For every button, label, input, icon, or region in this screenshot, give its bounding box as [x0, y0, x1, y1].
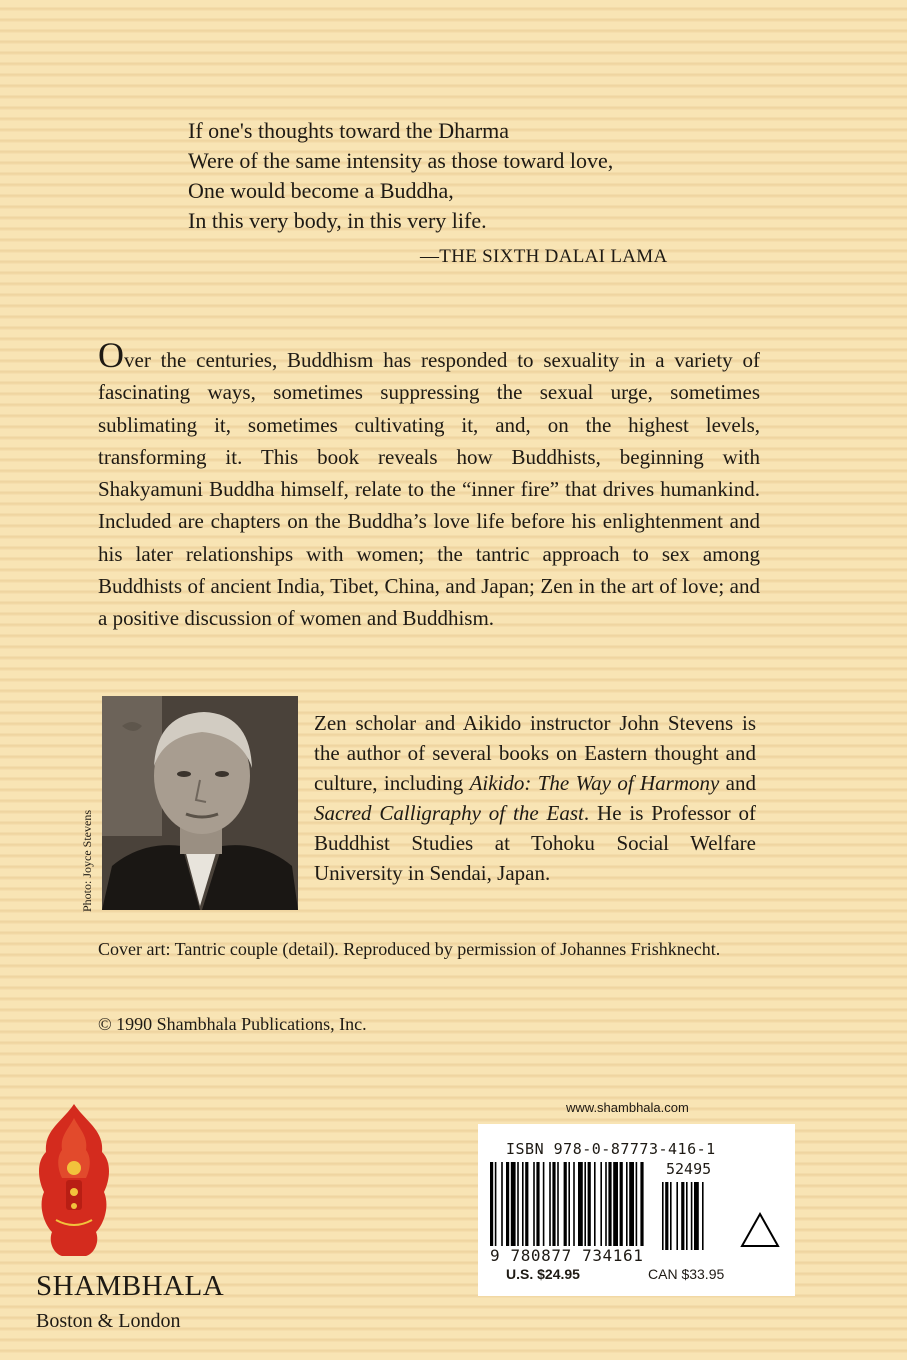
epigraph-line: One would become a Buddha, [188, 178, 454, 203]
description-text: ver the centuries, Buddhism has responded to sexuality in a variety of fascinating ways, sometimes suppressing the sexual urge, sometimes sublimating it, sometimes cultivating it, and, on the highest levels, transforming it. This book reveals how Buddhists, beginning with Shakyamuni Buddha himself, relate to the “inner fire” that drives humankind. Included are chapters on the Buddha’s love life before his enlightenment and his later relationships with women; the tantric approach to sex among Buddhists of ancient India, Tibet, China, and Japan; Zen in the art of love; and a positive discussion of women and Buddhism. [98, 348, 760, 631]
photo-credit: Photo: Joyce Stevens [80, 810, 94, 912]
us-price: U.S. $24.95 [506, 1266, 580, 1282]
canadian-price: CAN $33.95 [648, 1266, 725, 1282]
publisher-cities: Boston & London [36, 1310, 181, 1332]
book-title: Aikido: The Way of Harmony [469, 771, 720, 795]
publisher-name: SHAMBHALA [36, 1270, 225, 1302]
cover-art-credit: Cover art: Tantric couple (detail). Reproduced by permission of Johannes Frishknecht. [98, 939, 721, 959]
shambhala-flame-logo-icon [32, 1100, 116, 1260]
author-photo [102, 696, 298, 910]
epigraph-line: If one's thoughts toward the Dharma [188, 118, 510, 143]
epigraph [188, 116, 613, 236]
epigraph-attribution: —THE SIXTH DALAI LAMA [420, 246, 668, 267]
drop-cap: O [98, 335, 124, 375]
bio-text: and [719, 771, 756, 795]
price-addon-code: 52495 [666, 1160, 712, 1178]
epigraph-line: In this very body, in this very life. [188, 208, 487, 233]
copyright-notice: © 1990 Shambhala Publications, Inc. [98, 1014, 367, 1034]
book-description [98, 335, 760, 635]
publisher-url[interactable]: www.shambhala.com [566, 1100, 689, 1115]
author-bio [314, 708, 756, 888]
bio-text: . He is Professor of Buddhist Studies at Tohoku Social Welfare University in Sendai, Japan. [314, 801, 756, 885]
book-title: Sacred Calligraphy of the East [314, 801, 584, 825]
author-portrait-image [102, 696, 298, 910]
bio-text: Zen scholar and Aikido instructor John Stevens is the author of several books on Eastern thought and culture, including [314, 711, 756, 795]
epigraph-line: Were of the same intensity as those toward love, [188, 148, 614, 173]
isbn-number: ISBN 978-0-87773-416-1 [506, 1140, 716, 1158]
ean-digits: 9 780877 734161 [490, 1246, 644, 1265]
